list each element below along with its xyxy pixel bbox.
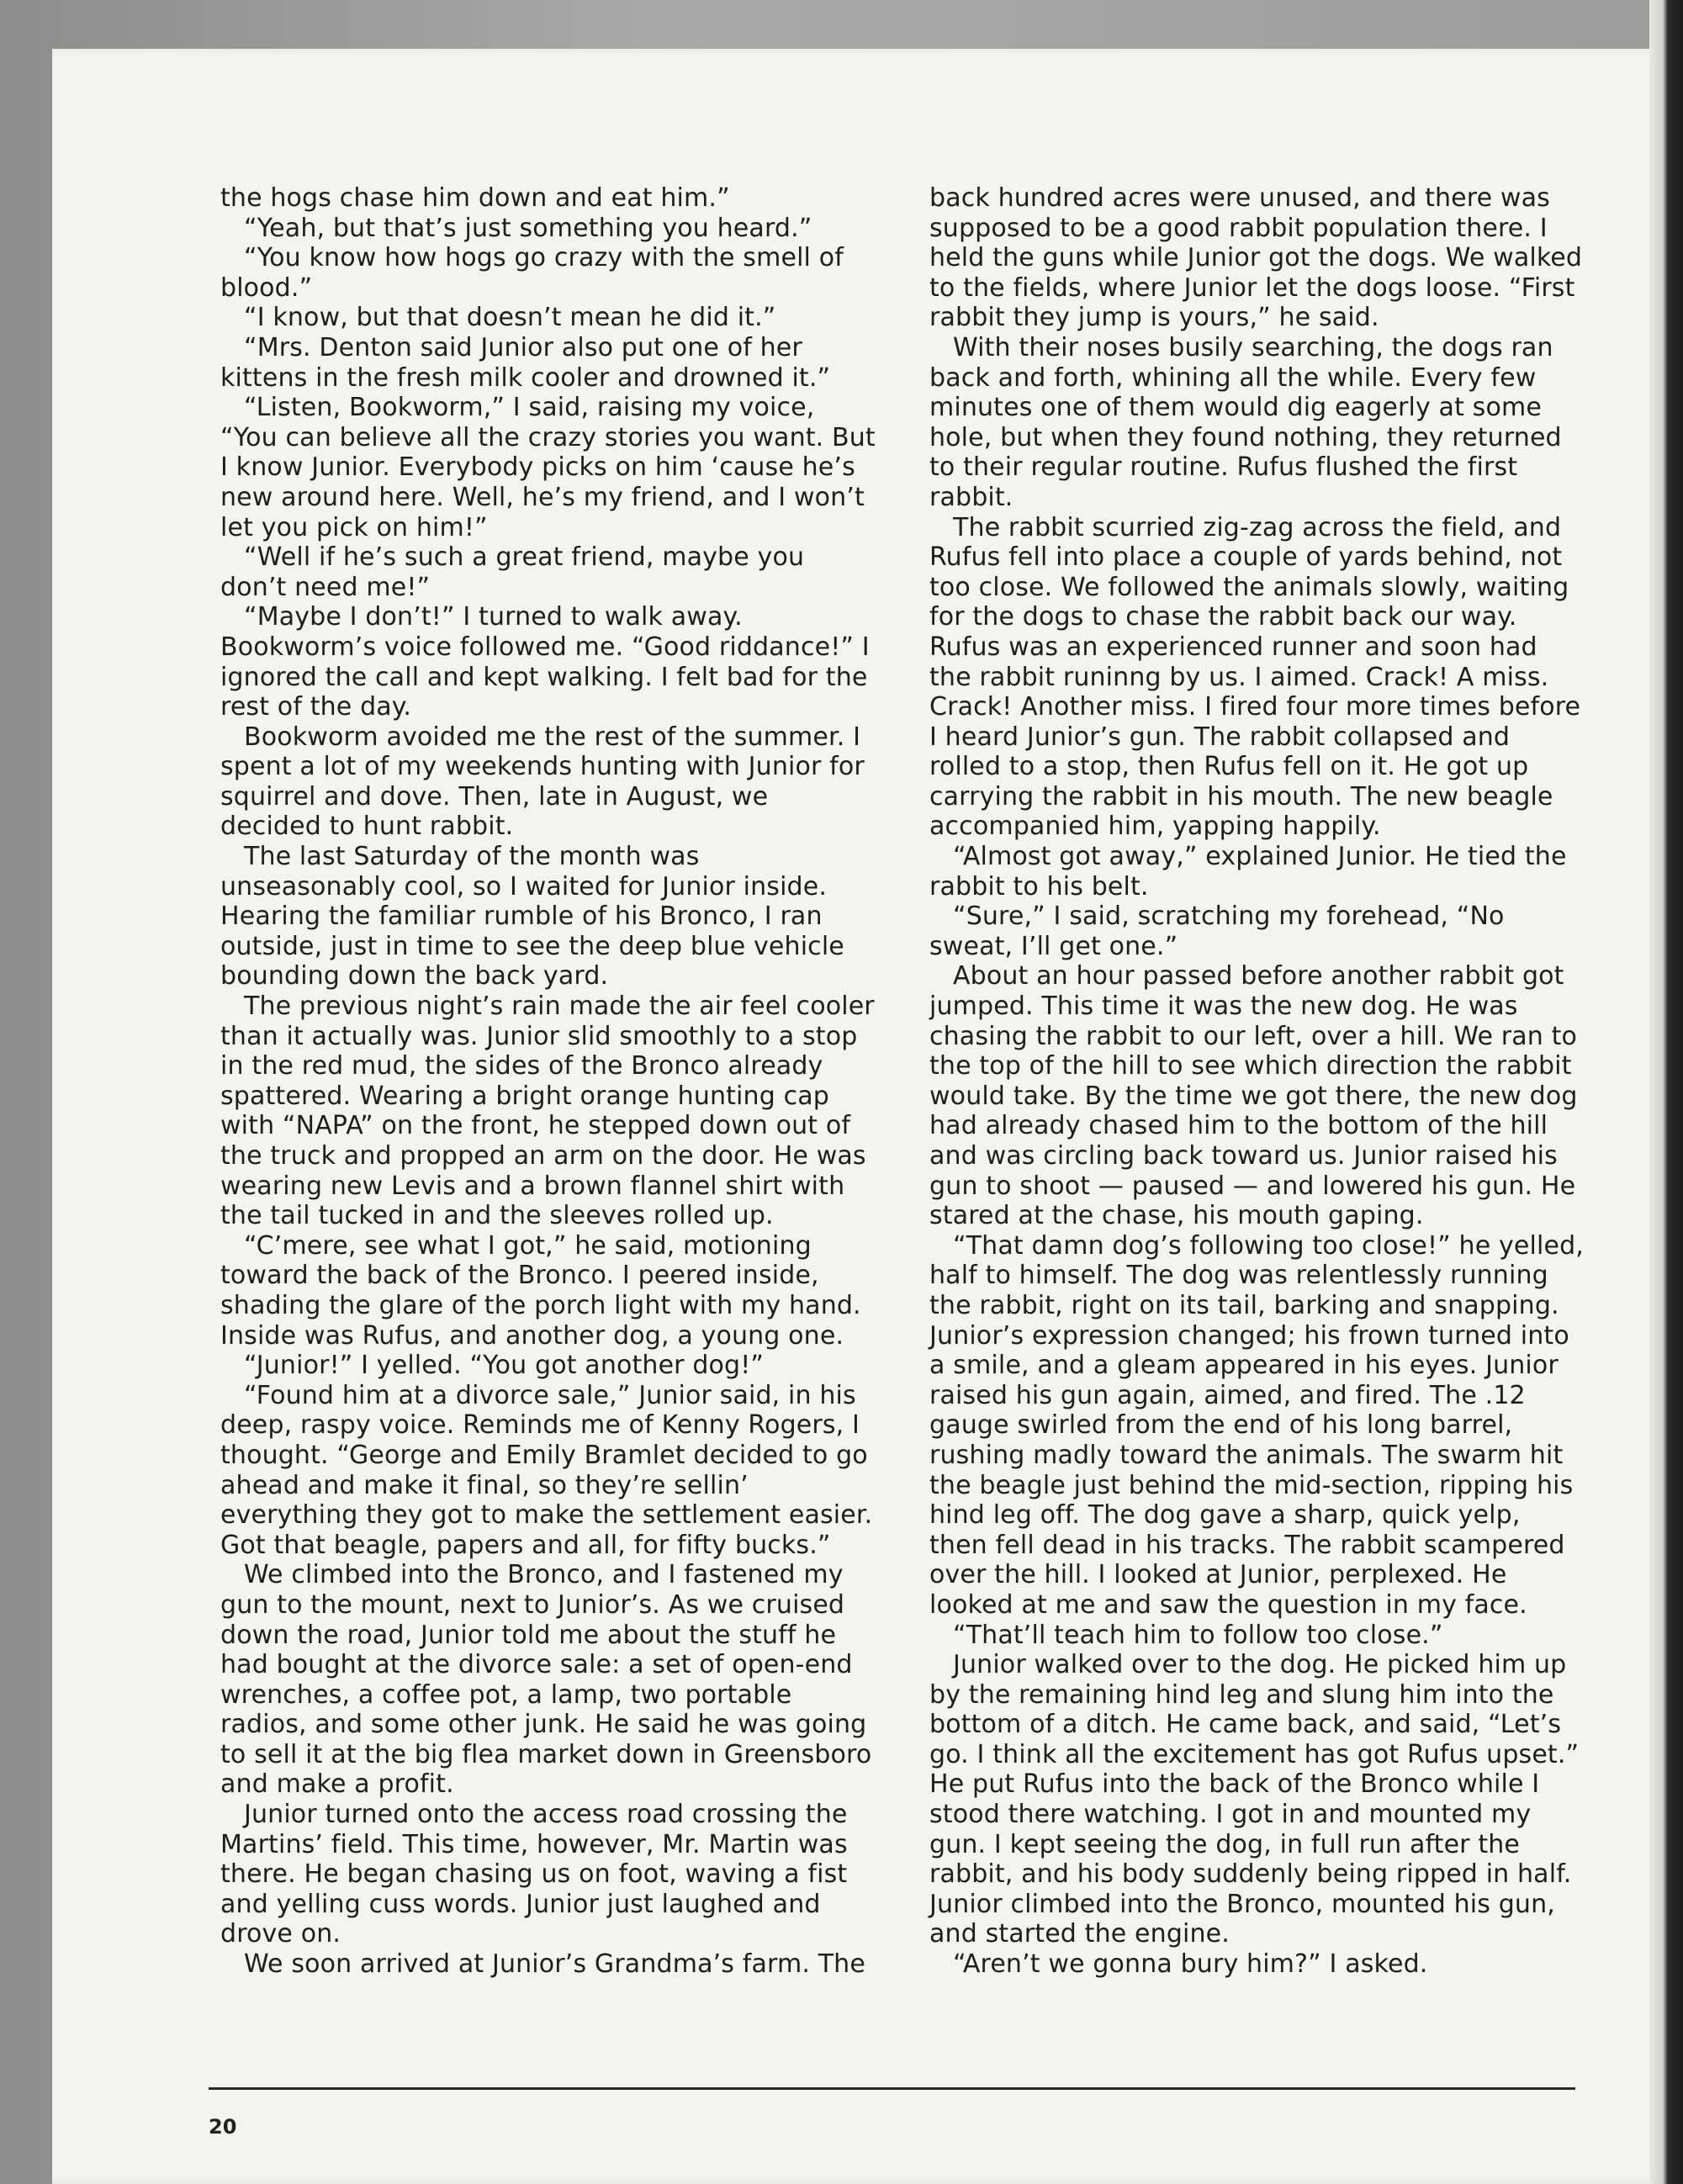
paragraph: “C’mere, see what I got,” he said, motioning toward the back of the Bronco. I peered inside, shading the glare of the porch light with my hand. Inside was Rufus, and another dog, a young one. xyxy=(220,1230,861,1351)
left-text-column xyxy=(220,183,876,1980)
paragraph: “Aren’t we gonna bury him?” I asked. xyxy=(953,1949,1428,1980)
paragraph: We soon arrived at Junior’s Grandma’s farm. The xyxy=(244,1949,865,1980)
paragraph: “You know how hogs go crazy with the smell of blood.” xyxy=(220,243,844,303)
paragraph: “That’ll teach him to follow too close.” xyxy=(953,1620,1443,1650)
paragraph: “Well if he’s such a great friend, maybe you don’t need me!” xyxy=(220,542,805,602)
paragraph: “Mrs. Denton said Junior also put one of her kittens in the fresh milk cooler and drowned it.” xyxy=(220,332,831,393)
right-text-column xyxy=(929,183,1585,1980)
page-number: 20 xyxy=(209,2115,237,2139)
paragraph: “Almost got away,” explained Junior. He tied the rabbit to his belt. xyxy=(929,842,1567,902)
paragraph: “Found him at a divorce sale,” Junior said, in his deep, raspy voice. Reminds me of Kenny Rogers, I thought. “George and Emily Bramlet decided to go ahead and make it final, so they’re sellin’ everything they got to make the settlement easier. Got that beagle, papers and all, for fifty bucks.” xyxy=(220,1380,873,1560)
paragraph: the hogs chase him down and eat him.” xyxy=(220,183,730,213)
paragraph: With their noses busily searching, the dogs ran back and forth, whining all the while. Every few minutes one of them would dig eagerly at some hole, but when they found nothing, they returned to their regular routine. Rufus flushed the first rabbit. xyxy=(929,332,1562,512)
footer-rule xyxy=(209,2087,1575,2090)
paragraph: About an hour passed before another rabbit got jumped. This time it was the new dog. He was chasing the rabbit to our left, over a hill. We ran to the top of the hill to see which direction the rabbit would take. By the time we got there, the new dog had already chased him to the bottom of the hill and was circling back toward us. Junior raised his gun to shoot — paused — and lowered his gun. He stared at the chase, his mouth gaping. xyxy=(929,961,1578,1231)
paragraph: The previous night’s rain made the air feel cooler than it actually was. Junior slid smoothly to a stop in the red mud, the sides of the Bronco already spattered. Wearing a bright orange hunting cap with “NAPA” on the front, he stepped down out of the truck and propped an arm on the door. He was wearing new Levis and a brown flannel shirt with the tail tucked in and the sleeves rolled up. xyxy=(220,992,875,1231)
paragraph: Junior walked over to the dog. He picked him up by the remaining hind leg and slung him into the bottom of a ditch. He came back, and said, “Let’s go. I think all the excitement has got Rufus upset.” He put Rufus into the back of the Bronco while I stood there watching. I got in and mounted my gun. I kept seeing the dog, in full run after the rabbit, and his body suddenly being ripped in half. Junior climbed into the Bronco, mounted his gun, and started the engine. xyxy=(929,1650,1580,1949)
paragraph: back hundred acres were unused, and there was supposed to be a good rabbit population there. I held the guns while Junior got the dogs. We walked to the fields, where Junior let the dogs loose. “First rabbit they jump is yours,” he said. xyxy=(929,183,1583,333)
paragraph: “That damn dog’s following too close!” he yelled, half to himself. The dog was relentlessly running the rabbit, right on its tail, barking and snapping. Junior’s expression changed; his frown turned into a smile, and a gleam appeared in his eyes. Junior raised his gun again, aimed, and fired. The .12 gauge swirled from the end of his long barrel, rushing madly toward the animals. The swarm hit the beagle just behind the mid-section, ripping his hind leg off. The dog gave a sharp, quick yelp, then fell dead in his tracks. The rabbit scampered over the hill. I looked at Junior, perplexed. He looked at me and saw the question in my face. xyxy=(929,1230,1584,1620)
paragraph: “Sure,” I said, scratching my forehead, “No sweat, I’ll get one.” xyxy=(929,902,1505,961)
book-spine xyxy=(1649,0,1683,2184)
paragraph: “I know, but that doesn’t mean he did it.” xyxy=(244,303,776,333)
paragraph: “Junior!” I yelled. “You got another dog!” xyxy=(244,1351,765,1381)
paragraph: Junior turned onto the access road crossing the Martins’ field. This time, however, Mr. Martin was there. He began chasing us on foot, waving a fist and yelling cuss words. Junior just laughed and drove on. xyxy=(220,1800,848,1949)
paragraph: “Maybe I don’t!” I turned to walk away. Bookworm’s voice followed me. “Good riddance!” I ignored the call and kept walking. I felt bad for the rest of the day. xyxy=(220,602,870,722)
paragraph: The rabbit scurried zig-zag across the field, and Rufus fell into place a couple of yards behind, not too close. We followed the animals slowly, waiting for the dogs to chase the rabbit back our way. Rufus was an experienced runner and soon had the rabbit runinng by us. I aimed. Crack! A miss. Crack! Another miss. I fired four more times before I heard Junior’s gun. The rabbit collapsed and rolled to a stop, then Rufus fell on it. He got up carrying the rabbit in his mouth. The new beagle accompanied him, yapping happily. xyxy=(929,512,1581,842)
paragraph: Bookworm avoided me the rest of the summer. I spent a lot of my weekends hunting with Junior for squirrel and dove. Then, late in August, we decided to hunt rabbit. xyxy=(220,722,865,842)
paragraph: “Listen, Bookworm,” I said, raising my voice, “You can believe all the crazy stories you want. But I know Junior. Everybody picks on him ‘cause he’s new around here. Well, he’s my friend, and I won’t let you pick on him!” xyxy=(220,393,876,542)
paragraph: The last Saturday of the month was unseasonably cool, so I waited for Junior inside. Hearing the familiar rumble of his Bronco, I ran outside, just in time to see the deep blue vehicle bounding down the back yard. xyxy=(220,842,844,992)
paragraph: “Yeah, but that’s just something you heard.” xyxy=(244,213,812,243)
paragraph: We climbed into the Bronco, and I fastened my gun to the mount, next to Junior’s. As we cruised down the road, Junior told me about the stuff he had bought at the divorce sale: a set of open-end wrenches, a coffee pot, a lamp, two portable radios, and some other junk. He said he was going to sell it at the big flea market down in Greensboro and make a profit. xyxy=(220,1560,872,1800)
